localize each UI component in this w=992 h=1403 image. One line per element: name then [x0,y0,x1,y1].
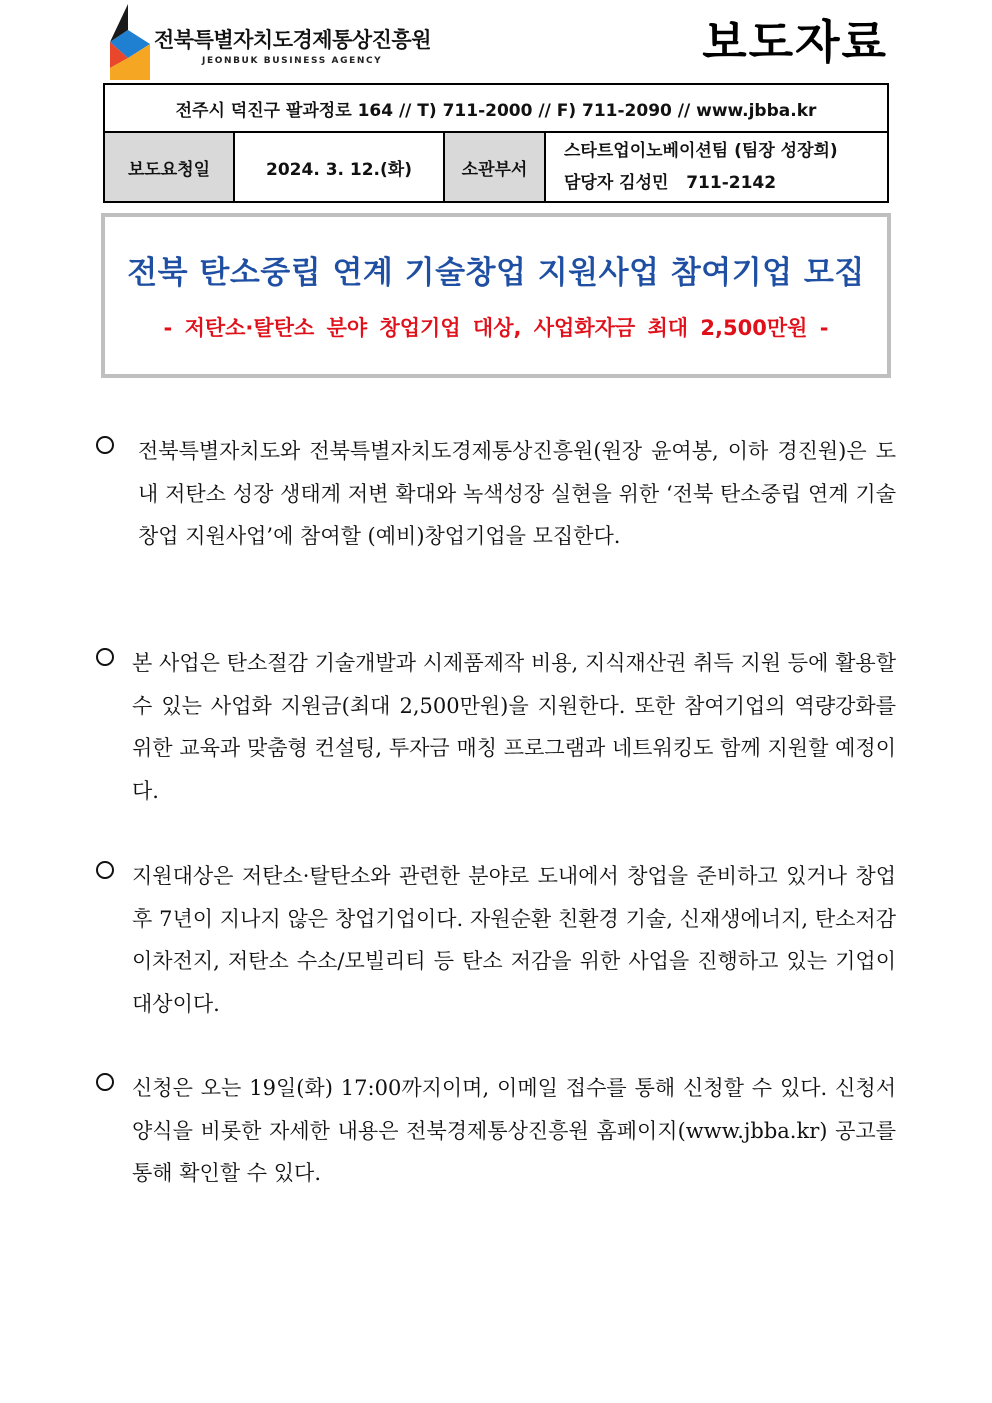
headline-box [101,213,891,378]
document-type-heading: 보도자료 [702,15,888,69]
logo-mark-icon [106,4,152,80]
body-paragraph [96,1067,896,1195]
org-name-english: JEONBUK BUSINESS AGENCY [202,56,383,66]
paragraph-text: 신청은 오는 19일(화) 17:00까지이며, 이메일 접수를 통해 신청할 수 있다. 신청서 양식을 비롯한 자세한 내용은 전북경제통상진흥원 홈페이지(www.jbba.kr) 공고를 통해 확인할 수 있다. [132,1076,896,1185]
circle-bullet-icon [96,648,114,666]
address-line: 전주시 덕진구 팔과정로 164 // T) 711-2000 // F) 711-2090 // www.jbba.kr [104,84,888,132]
paragraph-text: 본 사업은 탄소절감 기술개발과 시제품제작 비용, 지식재산권 취득 지원 등에 활용할 수 있는 사업화 지원금(최대 2,500만원)을 지원한다. 또한 참여기업의 역량강화를 위한 교육과 맞춤형 컨설팅, 투자금 매칭 프로그램과 네트워킹도 함께 지원할 예정이다. [132,651,896,803]
body-paragraph [96,642,896,812]
request-date-label: 보도요청일 [104,132,234,202]
paragraph-text: 전북특별자치도와 전북특별자치도경제통상진흥원(원장 윤여봉, 이하 경진원)은 도내 저탄소 성장 생태계 저변 확대와 녹색성장 실현을 위한 ‘전북 탄소중립 연계 기술창업 지원사업’에 참여할 (예비)창업기업을 모집한다. [138,439,896,548]
body-paragraph [96,430,896,558]
paragraph-text: 지원대상은 저탄소·탈탄소와 관련한 분야로 도내에서 창업을 준비하고 있거나 창업 후 7년이 지나지 않은 창업기업이다. 자원순환 친환경 기술, 신재생에너지, 탄소저감 이차전지, 저탄소 수소/모빌리티 등 탄소 저감을 위한 사업을 진행하고 있는 기업이 대상이다. [132,864,896,1016]
press-info-table [103,83,889,203]
department-cell [545,132,888,202]
circle-bullet-icon [96,861,114,879]
headline-subtitle: - 저탄소·탈탄소 분야 창업기업 대상, 사업화자금 최대 2,500만원 - [163,316,829,340]
circle-bullet-icon [96,1073,114,1091]
org-logo [106,4,446,80]
headline-title: 전북 탄소중립 연계 기술창업 지원사업 참여기업 모집 [127,255,865,291]
request-date: 2024. 3. 12.(화) [234,132,444,202]
department-label: 소관부서 [444,132,545,202]
body-paragraph [96,855,896,1025]
circle-bullet-icon [96,436,114,454]
department-name: 스타트업이노베이션팀 (팀장 성장희) [564,141,838,161]
org-name: 전북특별자치도경제통상진흥원 [154,28,432,52]
contact-person: 담당자 김성민 711-2142 [564,173,777,193]
